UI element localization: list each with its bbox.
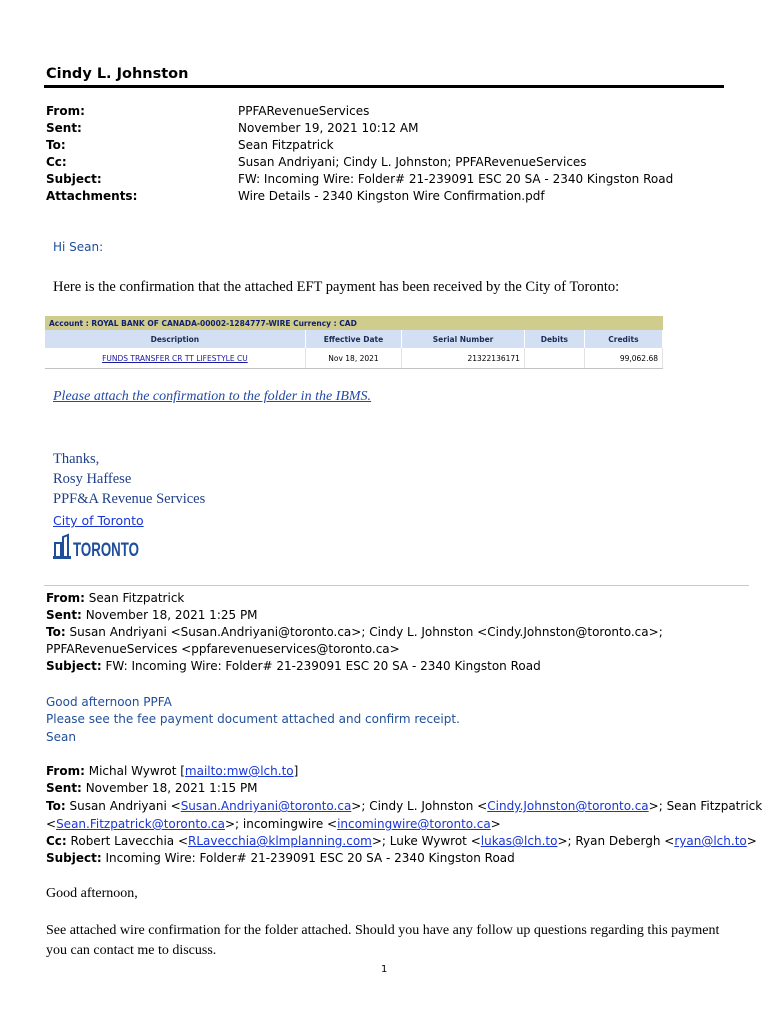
col-credits: Credits (584, 330, 662, 348)
attach-note: Please attach the confirmation to the folder in the IBMS. (53, 389, 372, 404)
msg2-to-line-2: PPFARevenueServices <ppfarevenueservices@toronto.ca> (46, 642, 400, 656)
message-separator (44, 585, 749, 586)
msg3-cc-label: Cc: (46, 834, 67, 848)
msg3-from-link[interactable]: mailto:mw@lch.to (184, 764, 294, 778)
msg3-cc-email-1[interactable]: RLavecchia@klmplanning.com (188, 834, 372, 848)
header-attachments-value[interactable]: Wire Details - 2340 Kingston Wire Confirmation.pdf (238, 189, 545, 203)
col-effective-date: Effective Date (305, 330, 401, 348)
msg3-sent-value: November 18, 2021 1:15 PM (85, 781, 258, 795)
intro-text: Here is the confirmation that the attached EFT payment has been received by the City of Toronto: (53, 279, 620, 295)
msg2-from-line (46, 590, 184, 607)
greeting: Hi Sean: (53, 240, 104, 254)
msg2-sent-value: November 18, 2021 1:25 PM (85, 608, 258, 622)
msg2-to-label: To: (46, 625, 66, 639)
msg3-to-end: > (490, 817, 501, 831)
msg3-subject-value: Incoming Wire: Folder# 21-239091 ESC 20 SA - 2340 Kingston Road (105, 851, 515, 865)
account-line: Account : ROYAL BANK OF CANADA-00002-1284777-WIRE Currency : CAD (45, 316, 663, 330)
header-subject-label: Subject: (46, 172, 102, 186)
msg2-subject-label: Subject: (46, 659, 102, 673)
account-row (45, 316, 663, 330)
msg3-from-label: From: (46, 764, 85, 778)
msg3-from-line (46, 763, 298, 780)
header-from-label: From: (46, 104, 85, 118)
msg3-to-name-2: >; Cindy L. Johnston < (351, 799, 488, 813)
msg3-from-name: Michal Wywrot [ (88, 764, 185, 778)
msg3-to-email-2[interactable]: Cindy.Johnston@toronto.ca (487, 799, 649, 813)
title-divider (44, 85, 724, 88)
msg2-sent-label: Sent: (46, 608, 82, 622)
msg3-to-name-4: >; incomingwire < (224, 817, 338, 831)
signer-department: PPF&A Revenue Services (53, 491, 206, 507)
header-cc-label: Cc: (46, 155, 67, 169)
msg2-to-line (46, 624, 663, 641)
toronto-logo-icon (53, 533, 143, 559)
msg3-from-end: ] (293, 764, 299, 778)
msg3-to-email-1[interactable]: Susan.Andriyani@toronto.ca (180, 799, 352, 813)
msg3-to-email-4[interactable]: incomingwire@toronto.ca (337, 817, 491, 831)
msg3-cc-end: > (746, 834, 757, 848)
msg2-from-value: Sean Fitzpatrick (88, 591, 185, 605)
city-of-toronto-link[interactable]: City of Toronto (53, 513, 144, 528)
msg3-sent-line (46, 780, 258, 797)
header-sent-label: Sent: (46, 121, 82, 135)
signer-name: Rosy Haffese (53, 471, 132, 487)
row-debits (524, 348, 584, 369)
bank-statement-table (45, 316, 663, 369)
document-owner-name: Cindy L. Johnston (46, 66, 189, 82)
msg2-subject-value: FW: Incoming Wire: Folder# 21-239091 ESC 20 SA - 2340 Kingston Road (105, 659, 541, 673)
page-number: 1 (381, 964, 388, 975)
msg3-to-name-3: >; Sean Fitzpatrick (648, 799, 763, 813)
header-sent-value: November 19, 2021 10:12 AM (238, 121, 419, 135)
msg2-body-line-1: Good afternoon PPFA (46, 695, 172, 709)
msg3-subject-line (46, 850, 515, 867)
msg3-to-line2-start: < (46, 817, 57, 831)
msg2-to-value-1: Susan Andriyani <Susan.Andriyani@toronto.ca>; Cindy L. Johnston <Cindy.Johnston@toronto.ca>; (69, 625, 663, 639)
msg3-to-name-1: Susan Andriyani < (69, 799, 181, 813)
row-effective-date: Nov 18, 2021 (305, 348, 401, 369)
col-serial-number: Serial Number (402, 330, 525, 348)
table-header-row (45, 330, 663, 348)
msg2-from-label: From: (46, 591, 85, 605)
header-from-value: PPFARevenueServices (238, 104, 370, 118)
col-description: Description (45, 330, 305, 348)
msg3-cc-email-3[interactable]: ryan@lch.to (674, 834, 747, 848)
msg3-cc-name-2: >; Luke Wywrot < (371, 834, 481, 848)
msg3-subject-label: Subject: (46, 851, 102, 865)
header-to-value: Sean Fitzpatrick (238, 138, 334, 152)
msg3-to-line (46, 798, 762, 815)
toronto-logo-text: TORONTO (73, 540, 139, 561)
msg3-to-line-2 (46, 816, 501, 833)
msg3-to-label: To: (46, 799, 66, 813)
header-attachments-label: Attachments: (46, 189, 138, 203)
msg3-to-email-3[interactable]: Sean.Fitzpatrick@toronto.ca (56, 817, 225, 831)
header-subject-value: FW: Incoming Wire: Folder# 21-239091 ESC 20 SA - 2340 Kingston Road (238, 172, 674, 186)
msg3-cc-name-1: Robert Lavecchia < (70, 834, 189, 848)
row-serial-number: 21322136171 (402, 348, 525, 369)
msg3-cc-email-2[interactable]: lukas@lch.to (480, 834, 558, 848)
msg2-body-line-3: Sean (46, 730, 76, 744)
msg3-body: See attached wire confirmation for the folder attached. Should you have any follow up questions regarding this payment you can contact me to discuss. (46, 923, 720, 958)
table-row (45, 348, 663, 369)
msg3-cc-name-3: >; Ryan Debergh < (557, 834, 675, 848)
header-cc-value: Susan Andriyani; Cindy L. Johnston; PPFARevenueServices (238, 155, 587, 169)
col-debits: Debits (524, 330, 584, 348)
signoff-thanks: Thanks, (53, 451, 100, 467)
row-credits: 99,062.68 (584, 348, 662, 369)
msg3-sent-label: Sent: (46, 781, 82, 795)
msg2-sent-line (46, 607, 258, 624)
msg3-cc-line (46, 833, 757, 850)
msg2-body-line-2: Please see the fee payment document attached and confirm receipt. (46, 712, 460, 726)
msg2-subject-line (46, 658, 541, 675)
toronto-logo (53, 533, 143, 563)
header-to-label: To: (46, 138, 66, 152)
msg3-greeting: Good afternoon, (46, 886, 138, 901)
row-description[interactable]: FUNDS TRANSFER CR TT LIFESTYLE CU (45, 348, 305, 369)
